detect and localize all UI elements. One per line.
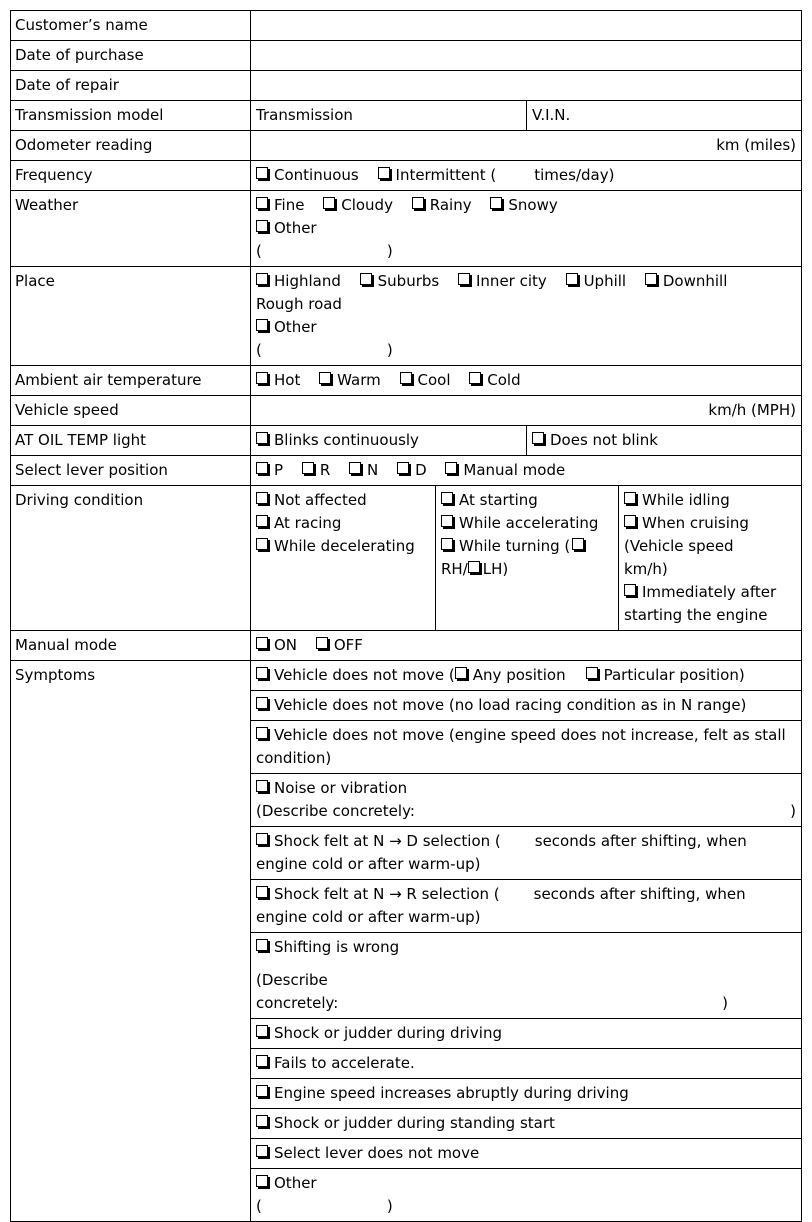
checkbox-icon[interactable]	[256, 515, 268, 527]
cruising-speed-unit: km/h)	[624, 560, 668, 578]
checkbox-icon[interactable]	[256, 538, 268, 550]
row-frequency	[10, 161, 802, 191]
option-at-racing[interactable]	[256, 512, 430, 535]
checkbox-icon[interactable]	[256, 939, 268, 951]
option-label: Cold	[487, 371, 521, 389]
checkbox-icon[interactable]	[256, 432, 268, 444]
paren-open: (	[256, 1197, 262, 1215]
option-label: While turning (	[459, 537, 571, 555]
symptom-engine-speed-increases[interactable]	[251, 1079, 801, 1109]
option-snowy[interactable]	[490, 196, 557, 214]
option-cloudy[interactable]	[323, 196, 393, 214]
checkbox-icon[interactable]	[256, 780, 268, 792]
row-driving-condition	[10, 486, 802, 631]
label-frequency: Frequency	[11, 161, 251, 190]
checkbox-icon[interactable]	[256, 492, 268, 504]
label-customer-name: Customer’s name	[11, 11, 251, 40]
option-downhill[interactable]	[645, 272, 728, 290]
option-hot[interactable]	[256, 371, 300, 389]
checkbox-icon[interactable]	[532, 432, 544, 444]
checkbox-icon[interactable]	[256, 1175, 268, 1187]
option-label: Hot	[274, 371, 301, 389]
checkbox-icon[interactable]	[397, 462, 409, 474]
option-other[interactable]	[256, 217, 796, 240]
rh-label: RH/	[441, 560, 468, 578]
checkbox-icon[interactable]	[256, 273, 268, 285]
field-date-purchase[interactable]	[251, 41, 801, 70]
checkbox-icon[interactable]	[566, 273, 578, 285]
option-label: Intermittent (	[395, 166, 497, 184]
symptom-shock-during-driving[interactable]	[251, 1019, 801, 1049]
checkbox-icon[interactable]	[645, 273, 657, 285]
option-label: Does not blink	[550, 431, 658, 449]
row-manual-mode	[10, 631, 802, 661]
option-label: While accelerating	[459, 514, 599, 532]
option-label: ON	[274, 636, 298, 654]
driving-col-3	[618, 486, 801, 630]
label-vehicle-speed: Vehicle speed	[11, 396, 251, 425]
checkbox-icon[interactable]	[412, 197, 424, 209]
symptom-label-continued: seconds after shifting, when engine cold or after warm-up)	[256, 885, 746, 926]
option-suburbs[interactable]	[360, 272, 440, 290]
option-label: Immediately after	[642, 583, 777, 601]
symptom-stall-condition[interactable]	[251, 721, 801, 774]
row-place	[10, 267, 802, 366]
option-label: P	[274, 461, 284, 479]
paren-close: )	[722, 994, 728, 1012]
checkbox-icon[interactable]	[360, 273, 372, 285]
checkbox-icon[interactable]	[490, 197, 502, 209]
row-ambient-temp	[10, 366, 802, 396]
checkbox-icon[interactable]	[469, 372, 481, 384]
paren-close: )	[386, 242, 393, 260]
checkbox-icon[interactable]	[256, 886, 268, 898]
checkbox-icon[interactable]	[319, 372, 331, 384]
option-blinks-continuously[interactable]	[251, 426, 526, 455]
diagnosis-form	[10, 10, 802, 1222]
checkbox-icon[interactable]	[441, 515, 453, 527]
option-label: Cool	[417, 371, 451, 389]
option-label: When cruising	[642, 514, 749, 532]
checkbox-icon[interactable]	[256, 727, 268, 739]
driving-col-1	[251, 486, 435, 630]
symptom-label: Vehicle does not move (engine speed does not increase, felt as stall condition)	[256, 726, 786, 767]
paren-close: )	[790, 802, 796, 820]
field-date-repair[interactable]	[251, 71, 801, 100]
symptom-no-load-racing[interactable]	[251, 691, 801, 721]
label-weather: Weather	[11, 191, 251, 266]
row-customer-name	[10, 10, 802, 41]
symptom-label: Other	[274, 1174, 317, 1192]
times-per-day-label: times/day)	[534, 166, 615, 184]
label-symptoms: Symptoms	[11, 661, 251, 1221]
paren-close: )	[386, 1197, 393, 1215]
checkbox-icon[interactable]	[256, 1025, 268, 1037]
row-date-repair	[10, 71, 802, 101]
symptom-label: Vehicle does not move (	[274, 666, 455, 684]
option-rough-road[interactable]	[256, 293, 796, 316]
option-rainy[interactable]	[412, 196, 472, 214]
symptom-label: Shock or judder during standing start	[274, 1114, 555, 1132]
symptom-label: Vehicle does not move (no load racing condition as in N range)	[274, 696, 747, 714]
option-label: At racing	[274, 514, 342, 532]
option-p[interactable]	[256, 461, 283, 479]
option-label: Other	[274, 219, 317, 237]
option-label: Rough road	[256, 295, 342, 313]
label-date-purchase: Date of purchase	[11, 41, 251, 70]
describe-label-continued: concretely:	[256, 994, 339, 1012]
option-label: Other	[274, 318, 317, 336]
option-fine[interactable]	[256, 196, 304, 214]
option-not-affected[interactable]	[256, 489, 430, 512]
option-label: D	[415, 461, 427, 479]
option-label-continued: starting the engine	[624, 606, 768, 624]
checkbox-icon[interactable]	[256, 372, 268, 384]
option-immediately-after[interactable]	[624, 581, 796, 604]
symptom-label: Engine speed increases abruptly during driving	[274, 1084, 629, 1102]
describe-label: (Describe	[256, 971, 328, 989]
option-label: Blinks continuously	[274, 431, 419, 449]
row-vehicle-speed	[10, 396, 802, 426]
option-off[interactable]	[316, 636, 363, 654]
checkbox-icon[interactable]	[302, 462, 314, 474]
symptom-label: Shock or judder during driving	[274, 1024, 502, 1042]
symptom-fails-to-accelerate[interactable]	[251, 1049, 801, 1079]
option-r[interactable]	[302, 461, 330, 479]
option-cool[interactable]	[400, 371, 451, 389]
checkbox-icon[interactable]	[256, 462, 268, 474]
label-driving-condition: Driving condition	[11, 486, 251, 630]
checkbox-icon[interactable]	[624, 492, 636, 504]
checkbox-icon[interactable]	[400, 372, 412, 384]
option-warm[interactable]	[319, 371, 381, 389]
symptom-label: Shock felt at N → R selection (	[274, 885, 500, 903]
checkbox-icon[interactable]	[256, 833, 268, 845]
option-continuous[interactable]	[256, 166, 359, 184]
checkbox-icon[interactable]	[323, 197, 335, 209]
option-label: Downhill	[662, 272, 728, 290]
symptom-label: Shifting is wrong	[274, 938, 400, 956]
checkbox-icon[interactable]	[441, 492, 453, 504]
symptom-other[interactable]	[251, 1169, 801, 1221]
label-ambient-temp: Ambient air temperature	[11, 366, 251, 395]
symptom-label: Shock felt at N → D selection (	[274, 832, 501, 850]
option-turning-direction	[441, 558, 613, 581]
option-label: Inner city	[476, 272, 547, 290]
row-weather	[10, 191, 802, 267]
option-label: Continuous	[274, 166, 359, 184]
option-label: Fine	[274, 196, 305, 214]
option-at-starting[interactable]	[441, 489, 613, 512]
option-when-cruising[interactable]	[624, 512, 796, 535]
checkbox-icon[interactable]	[256, 319, 268, 331]
option-while-decelerating[interactable]	[256, 535, 430, 558]
option-on[interactable]	[256, 636, 297, 654]
field-vehicle-speed[interactable]	[251, 396, 801, 425]
label-oil-temp-light: AT OIL TEMP light	[11, 426, 251, 455]
symptom-label: Select lever does not move	[274, 1144, 480, 1162]
label-manual-mode: Manual mode	[11, 631, 251, 660]
option-uphill[interactable]	[566, 272, 627, 290]
option-while-turning[interactable]	[441, 535, 613, 558]
checkbox-icon[interactable]	[256, 220, 268, 232]
option-any-position: Any position	[472, 666, 566, 684]
transmission-label: Transmission	[256, 106, 353, 124]
label-date-repair: Date of repair	[11, 71, 251, 100]
checkbox-icon[interactable]	[572, 538, 584, 550]
symptom-label: Fails to accelerate.	[274, 1054, 415, 1072]
option-label: While decelerating	[274, 537, 415, 555]
label-select-lever: Select lever position	[11, 456, 251, 485]
option-n[interactable]	[349, 461, 378, 479]
option-other[interactable]	[256, 316, 796, 339]
option-label: OFF	[333, 636, 363, 654]
symptom-shock-standing-start[interactable]	[251, 1109, 801, 1139]
field-customer-name[interactable]	[251, 11, 801, 40]
checkbox-icon[interactable]	[256, 667, 268, 679]
checkbox-icon[interactable]	[586, 667, 598, 679]
row-date-purchase	[10, 41, 802, 71]
option-label: Warm	[337, 371, 381, 389]
symptom-shifting-wrong[interactable]	[251, 933, 801, 1019]
paren-open: (	[256, 242, 262, 260]
other-description[interactable]	[256, 240, 796, 263]
checkbox-icon[interactable]	[624, 515, 636, 527]
option-while-idling[interactable]	[624, 489, 796, 512]
checkbox-icon[interactable]	[256, 1115, 268, 1127]
symptom-lever-does-not-move[interactable]	[251, 1139, 801, 1169]
row-select-lever	[10, 456, 802, 486]
option-cold[interactable]	[469, 371, 520, 389]
row-oil-temp-light	[10, 426, 802, 456]
describe-label: (Describe concretely:	[256, 802, 415, 820]
checkbox-icon[interactable]	[378, 167, 390, 179]
option-label: Snowy	[508, 196, 558, 214]
checkbox-icon[interactable]	[441, 538, 453, 550]
checkbox-icon[interactable]	[256, 1145, 268, 1157]
option-label: Highland	[274, 272, 341, 290]
label-transmission-model: Transmission model	[11, 101, 251, 130]
option-inner-city[interactable]	[458, 272, 547, 290]
option-does-not-blink[interactable]	[526, 426, 801, 455]
option-highland[interactable]	[256, 272, 341, 290]
cruising-speed-label: (Vehicle speed	[624, 537, 734, 555]
option-label: Uphill	[583, 272, 627, 290]
checkbox-icon[interactable]	[624, 584, 636, 596]
checkbox-icon[interactable]	[256, 1085, 268, 1097]
option-label: N	[367, 461, 379, 479]
option-label: R	[319, 461, 331, 479]
other-description[interactable]	[256, 339, 796, 362]
field-transmission[interactable]	[251, 101, 526, 130]
option-particular-position: Particular position)	[603, 666, 745, 684]
checkbox-icon[interactable]	[349, 462, 361, 474]
driving-col-2	[435, 486, 618, 630]
symptom-does-not-move[interactable]	[251, 661, 801, 691]
option-label: Cloudy	[341, 196, 393, 214]
option-intermittent[interactable]	[378, 166, 615, 184]
field-odometer[interactable]	[251, 131, 801, 160]
paren-close: )	[386, 341, 393, 359]
checkbox-icon[interactable]	[445, 462, 457, 474]
checkbox-icon[interactable]	[256, 197, 268, 209]
checkbox-icon[interactable]	[458, 273, 470, 285]
symptom-shock-n-r[interactable]	[251, 880, 801, 933]
label-odometer: Odometer reading	[11, 131, 251, 160]
option-while-accelerating[interactable]	[441, 512, 613, 535]
lh-label: LH)	[482, 560, 509, 578]
symptom-label: Noise or vibration	[274, 779, 408, 797]
checkbox-icon[interactable]	[316, 637, 328, 649]
option-label: While idling	[642, 491, 730, 509]
checkbox-icon[interactable]	[256, 637, 268, 649]
option-label: Rainy	[429, 196, 472, 214]
checkbox-icon[interactable]	[455, 667, 467, 679]
checkbox-icon[interactable]	[256, 167, 268, 179]
option-label: At starting	[459, 491, 538, 509]
odometer-unit: km (miles)	[716, 136, 796, 154]
checkbox-icon[interactable]	[256, 1055, 268, 1067]
paren-open: (	[256, 341, 262, 359]
option-label: Not affected	[274, 491, 367, 509]
symptom-noise-vibration[interactable]	[251, 774, 801, 827]
checkbox-icon[interactable]	[256, 697, 268, 709]
row-odometer	[10, 131, 802, 161]
speed-unit: km/h (MPH)	[708, 401, 796, 419]
symptom-shock-n-d[interactable]	[251, 827, 801, 880]
label-place: Place	[11, 267, 251, 365]
option-d[interactable]	[397, 461, 427, 479]
vin-label: V.I.N.	[532, 106, 571, 124]
symptom-label-continued: seconds after shifting, when engine cold or after warm-up)	[256, 832, 747, 873]
option-label: Suburbs	[377, 272, 440, 290]
checkbox-icon[interactable]	[468, 561, 480, 573]
field-vin[interactable]	[526, 101, 801, 130]
option-manual-mode[interactable]	[445, 461, 565, 479]
row-symptoms	[10, 661, 802, 1222]
row-transmission	[10, 101, 802, 131]
option-label: Manual mode	[463, 461, 566, 479]
